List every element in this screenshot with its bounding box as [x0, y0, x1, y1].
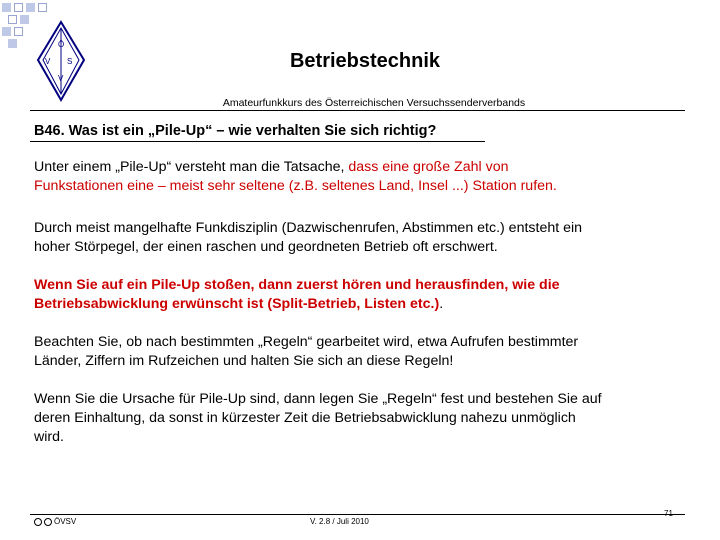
question-heading: B46. Was ist ein „Pile-Up“ – wie verhalten Sie sich richtig?: [34, 123, 437, 139]
footer-left: [34, 517, 76, 526]
circle-icon: [44, 518, 52, 526]
p3-line1: Wenn Sie auf ein Pile-Up stoßen, dann zuerst hören und herausfinden, wie die: [34, 277, 560, 293]
p4-line1: Beachten Sie, ob nach bestimmten „Regeln“ gearbeitet wird, etwa Aufrufen bestimmter: [34, 334, 579, 350]
footer-divider: [30, 514, 685, 515]
oevsv-logo: [36, 20, 86, 102]
p1-line1a: Unter einem „Pile-Up“ versteht man die Tatsache,: [34, 159, 349, 175]
paragraph-4: [34, 333, 674, 371]
heading-underline: [30, 141, 485, 142]
page-title: Betriebstechnik: [289, 50, 441, 72]
circle-icon: [34, 518, 42, 526]
svg-text:Ö: Ö: [58, 40, 65, 49]
svg-text:V: V: [58, 74, 64, 83]
p5-line2: deren Einhaltung, da sonst in kürzester Zeit die Betriebsabwicklung nahezu unmöglich: [34, 410, 576, 426]
p5-line3: wird.: [34, 429, 64, 445]
p2-line1: Durch meist mangelhafte Funkdisziplin (Dazwischenrufen, Abstimmen etc.) entsteht ein: [34, 220, 583, 236]
p4-line2: Länder, Ziffern im Rufzeichen und halten Sie sich an diese Regeln!: [34, 353, 454, 369]
footer-version: V. 2.8 / Juli 2010: [310, 517, 369, 526]
footer-org: ÖVSV: [54, 517, 77, 526]
p2-line2: hoher Störpegel, der einen raschen und geordneten Betrieb oft erschwert.: [34, 239, 498, 255]
paragraph-3: [34, 276, 674, 314]
p3-line2a: Betriebsabwicklung erwünscht ist (Split-Betrieb, Listen etc.): [34, 296, 440, 312]
p3-line2b: .: [439, 296, 444, 312]
svg-text:S: S: [67, 57, 73, 66]
paragraph-5: [34, 390, 674, 447]
p1-line2-highlight: Funkstationen eine – meist sehr seltene (z.B. seltenes Land, Insel ...) Station rufen.: [34, 178, 557, 194]
subtitle: Amateurfunkkurs des Österreichischen Versuchssenderverbands: [222, 97, 526, 109]
page-number: 71: [664, 509, 673, 518]
p1-line1b-highlight: dass eine große Zahl von: [348, 159, 509, 175]
paragraph-1: [34, 158, 674, 196]
header-divider: [30, 110, 685, 111]
p5-line1: Wenn Sie die Ursache für Pile-Up sind, dann legen Sie „Regeln“ fest und bestehen Sie auf: [34, 391, 602, 407]
paragraph-2: [34, 219, 674, 257]
svg-text:V: V: [45, 57, 51, 66]
